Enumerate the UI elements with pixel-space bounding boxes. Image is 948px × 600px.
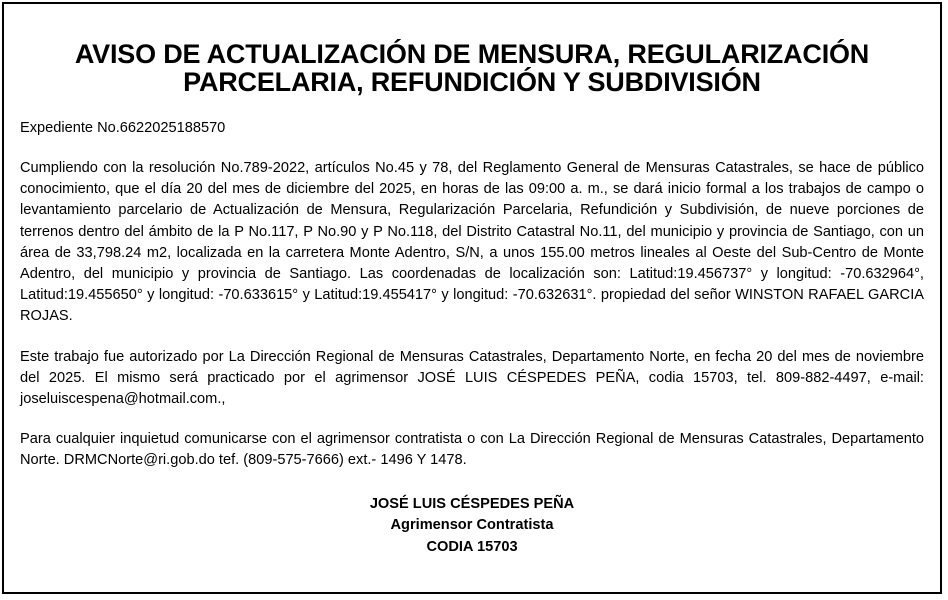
- title-line-1: AVISO DE ACTUALIZACIÓN DE MENSURA, REGULARIZACIÓN: [74, 39, 870, 69]
- signature-codia: CODIA 15703: [426, 538, 518, 555]
- title-line-2: PARCELARIA, REFUNDICIÓN Y SUBDIVISIÓN: [183, 67, 761, 97]
- paragraph-resolution: Cumpliendo con la resolución No.789-2022, artículos No.45 y 78, del Reglamento General de Mensuras Catastrales, se hace de público conocimiento, que el día 20 del mes de diciembre del 2025, en horas de las 09:00 a. m., se dará inicio formal a los trabajos de campo o levantamiento parcelario de Actualización de Mensura, Regularización Parcelaria, Refundición y Subdivisión, de nueve porciones de terrenos dentro del ámbito de la P No.117, P No.90 y P No.118, del Distrito Catastral No.11, del municipio y provincia de Santiago, con un área de 33,798.24 m2, localizada en la carretera Monte Adentro, S/N, a unos 155.00 metros lineales al Oeste del Sub-Centro de Monte Adentro, del municipio y provincia de Santiago. Las coordenadas de localización son: Latitud:19.456737° y longitud: -70.632964°, Latitud:19.455650° y longitud: -70.633615° y Latitud:19.455417° y longitud: -70.632631°. propiedad del señor WINSTON RAFAEL GARCIA ROJAS.: [20, 160, 924, 325]
- signature-block: [20, 494, 924, 559]
- expediente-number: Expediente No.6622025188570: [20, 120, 226, 136]
- signature-role: Agrimensor Contratista: [390, 517, 554, 534]
- paragraph-authorization: Este trabajo fue autorizado por La Dirección Regional de Mensuras Catastrales, Departamento Norte, en fecha 20 del mes de noviembre del 2025. El mismo será practicado por el agrimensor JOSÉ LUIS CÉSPEDES PEÑA, codia 15703, tel. 809-882-4497, e-mail: joseluiscespena@hotmail.com.,: [20, 348, 924, 408]
- signature-name: JOSÉ LUIS CÉSPEDES PEÑA: [369, 495, 575, 512]
- notice-title: [20, 40, 924, 96]
- notice-frame: [2, 2, 942, 594]
- paragraph-contact: Para cualquier inquietud comunicarse con el agrimensor contratista o con La Dirección Regional de Mensuras Catastrales, Departamento Norte. DRMCNorte@ri.gob.do tef. (809-575-7666) ext.- 1496 Y 1478.: [20, 431, 924, 469]
